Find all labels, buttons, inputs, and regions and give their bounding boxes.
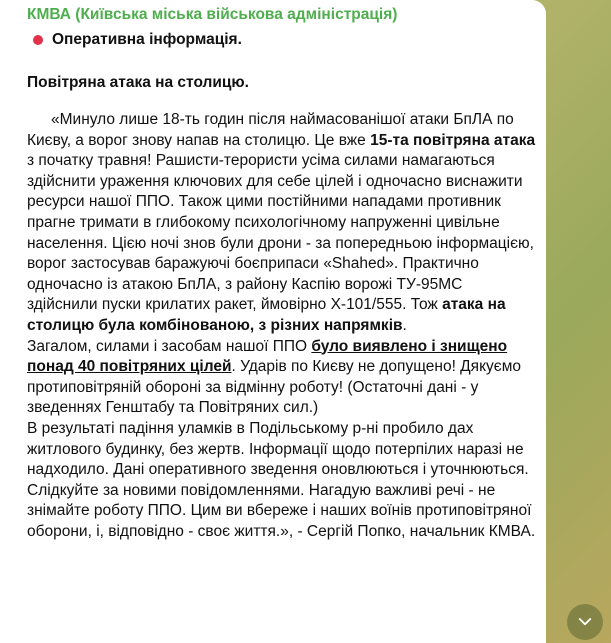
paragraph-1 <box>27 110 536 337</box>
paragraph-2 <box>27 337 536 419</box>
subheading-text: Оперативна інформація. <box>52 31 242 48</box>
p1-bold-d: атака на столицю була комбінованою, з різних напрямків <box>27 296 506 334</box>
paragraph-3: В результаті падіння уламків в Подільському р-ні пробило дах житлового будинку, без жертв. Інформації щодо потерпілих наразі не надходило. Дані оперативного зведення оновлюються і уточнюються. Слідкуйте за новими повідомленнями. Нагадую важливі речі - не знімайте роботу ППО. Цим ви вбереже і наших воїнів протиповітряної оборони, і, відповідно - своє життя.», - Сергій Попко, начальник КМВА. <box>27 419 536 540</box>
p2-text-c: . Ударів по Києву не допущено! Дякуємо протиповітряній обороні за відмінну роботу! (Остаточні дані - у зведеннях Генштабу та Повітряних сил.) <box>27 358 521 417</box>
p1-text-a: «Минуло лише 18-ть годин після наймасованішої атаки БпЛА по Києву, а ворог знову напав на столицю. Це вже <box>27 111 514 149</box>
subheading <box>27 29 536 51</box>
p1-bold-b: 15-та повітряна атака <box>370 131 536 149</box>
scroll-down-button[interactable] <box>567 604 603 640</box>
red-dot-icon <box>33 35 43 45</box>
p2-bold-underline: було виявлено і знищено понад 40 повітряних цілей <box>27 337 508 376</box>
p2-text-a: Загалом, силами і засобам нашої ППО <box>27 337 312 355</box>
chevron-down-icon <box>576 613 594 631</box>
message-body <box>27 110 536 542</box>
channel-name[interactable]: КМВА (Київська міська військова адміністрація) <box>27 6 398 23</box>
p1-text-c: з початку травня! Рашисти-терористи усіма силами намагаються здійснити ураження ключових для себе цілей і одночасно виснажити ресурси нашої ППО. Також цими постійними нападами противник прагне тримати в глибокому психологічному напруженні цивільне населення. Цією ночі знов були дрони - за попередньою інформацією, ворог застосував баражуючі боєприпаси «Shahed». Практично одночасно із атакою БпЛА, з району Каспію ворожі ТУ-95МС здійснили пуски крилатих ракет, ймовірно Х-101/555. Тож <box>27 152 534 314</box>
message-title: Повітряна атака на столицю. <box>27 74 249 91</box>
p1-text-e: . <box>402 316 407 334</box>
